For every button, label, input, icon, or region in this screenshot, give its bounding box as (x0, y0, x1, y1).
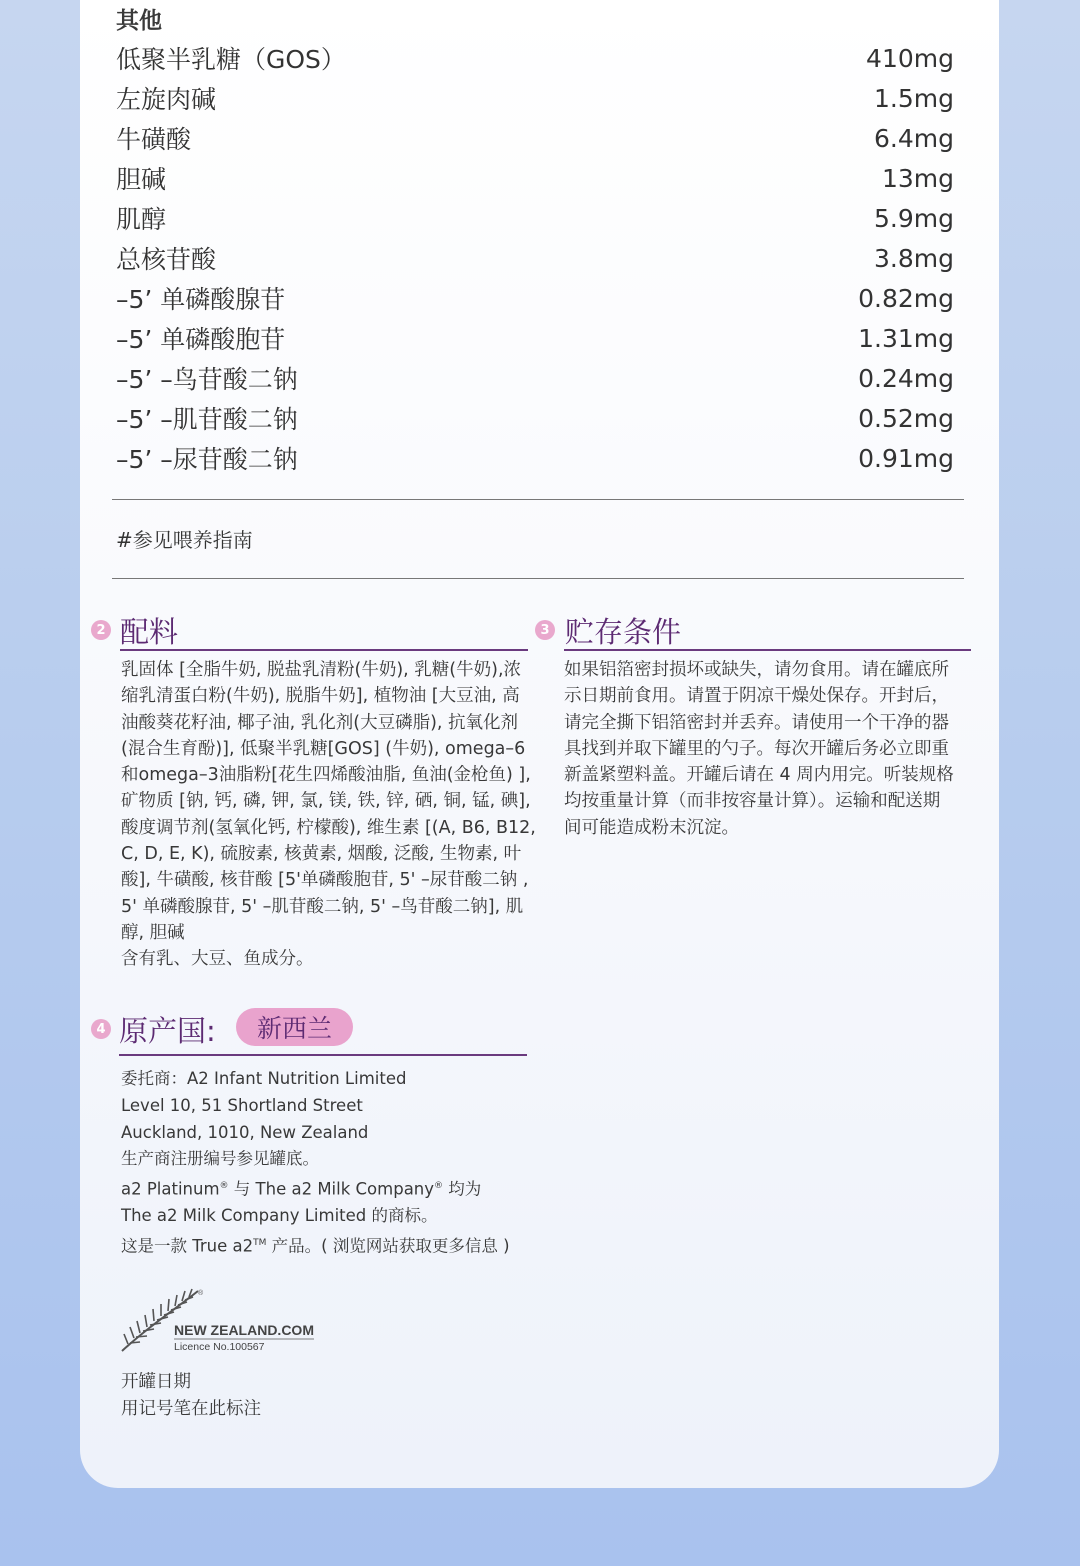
ingredients-line: 缩乳清蛋白粉(牛奶), 脱脂牛奶], 植物油 [大豆油, 高 (121, 686, 520, 707)
nutrient-value: 5.9mg (874, 203, 954, 233)
maker-line: Auckland, 1010, New Zealand (121, 1122, 369, 1142)
storage-text (564, 657, 976, 841)
allergen-line: 含有乳、大豆、鱼成分。 (121, 949, 314, 970)
nutrition-row (116, 238, 954, 278)
nutrient-name: 肌醇 (116, 205, 167, 234)
ingredients-title: 配料 (120, 615, 179, 649)
trademark-text: a2 Platinum (121, 1179, 220, 1199)
nutrition-row (116, 278, 954, 318)
nutrient-value: 0.82mg (858, 283, 954, 313)
ingredients-line: 和omega–3油脂粉[花生四烯酸油脂, 鱼油(金枪鱼) ], (121, 765, 531, 786)
section-underline (564, 649, 971, 651)
ingredients-line: 酸], 牛磺酸, 核苷酸 [5'单磷酸胞苷, 5' –尿苷酸二钠 , (121, 870, 529, 891)
ingredients-line: 乳固体 [全脂牛奶, 脱盐乳清粉(牛奶), 乳糖(牛奶),浓 (121, 660, 522, 680)
nutrient-value: 13mg (881, 163, 954, 193)
storage-line: 请完全撕下铝箔密封并丢弃。请使用一个干净的器 (564, 712, 949, 733)
nutrient-value: 0.52mg (858, 403, 954, 433)
maker-line: 委托商：A2 Infant Nutrition Limited (121, 1069, 407, 1088)
logo-registered-mark: ® (198, 1290, 204, 1297)
nutrition-row (116, 198, 954, 238)
new-zealand-fern-logo (118, 1287, 318, 1357)
divider (112, 578, 964, 579)
nutrition-row (116, 318, 954, 358)
trademark-line (121, 1173, 510, 1203)
nutrient-name: –5’ 单磷酸胞苷 (116, 325, 286, 354)
ingredients-text (121, 657, 536, 973)
nutrient-value: 1.5mg (874, 83, 954, 113)
nutrition-row (116, 438, 954, 478)
storage-line: 具找到并取下罐里的勺子。每次开罐后务必立即重 (564, 738, 949, 759)
nutrition-row (116, 38, 954, 78)
trademark-tm: TM (253, 1238, 267, 1249)
storage-title: 贮存条件 (565, 615, 682, 649)
nutrient-value: 410mg (866, 43, 954, 73)
nutrient-name: 胆碱 (116, 165, 167, 194)
storage-line: 如果铝箔密封损坏或缺失，请勿食用。请在罐底所 (564, 660, 949, 680)
nutrient-name: –5’ –鸟苷酸二钠 (116, 365, 298, 394)
trademark-text: 与 The a2 Milk Company (228, 1179, 435, 1199)
country-pill: 新西兰 (236, 1008, 353, 1046)
nutrient-name: –5’ 单磷酸腺苷 (116, 285, 286, 314)
nutrition-list (116, 38, 954, 478)
nutrition-row (116, 118, 954, 158)
section-underline (119, 1054, 527, 1056)
manufacturer-info (121, 1066, 510, 1261)
maker-line: 生产商注册编号参见罐底。 (121, 1149, 319, 1169)
registered-mark: ® (434, 1181, 444, 1192)
logo-licence: Licence No.100567 (174, 1341, 265, 1353)
nutrient-value: 1.31mg (858, 323, 954, 353)
nutrient-name: 左旋肉碱 (116, 85, 217, 114)
storage-line: 均按重量计算（而非按容量计算）。运输和配送期 (564, 791, 941, 812)
open-date-label: 开罐日期 (121, 1372, 191, 1392)
nutrient-value: 0.91mg (858, 443, 954, 473)
ingredients-line: 5' 单磷酸腺苷, 5' –肌苷酸二钠, 5' –鸟苷酸二钠], 肌 (121, 896, 524, 917)
storage-line: 间可能造成粉末沉淀。 (564, 817, 739, 838)
section-number-badge: 2 (91, 620, 111, 640)
ingredients-line: 矿物质 [钠, 钙, 磷, 钾, 氯, 镁, 铁, 锌, 硒, 铜, 锰, 碘], (121, 791, 531, 812)
open-date-note (121, 1369, 261, 1423)
true-a2-line (121, 1230, 510, 1260)
true-a2-text: 这是一款 True a2 (121, 1236, 254, 1256)
maker-line: Level 10, 51 Shortland Street (121, 1095, 363, 1115)
section-number-badge: 4 (91, 1019, 111, 1039)
trademark-text: 均为 (443, 1179, 482, 1199)
nutrient-name: 低聚半乳糖（GOS） (116, 45, 346, 74)
trademark-line: The a2 Milk Company Limited 的商标。 (121, 1206, 438, 1226)
registered-mark: ® (219, 1181, 229, 1192)
ingredients-line: 油酸葵花籽油, 椰子油, 乳化剂(大豆磷脂), 抗氧化剂 (121, 712, 519, 733)
storage-line: 新盖紧塑料盖。开罐后请在 4 周内用完。听装规格 (564, 765, 954, 786)
nutrient-name: 牛磺酸 (116, 125, 192, 154)
nutrient-name: –5’ –肌苷酸二钠 (116, 405, 298, 434)
origin-title: 原产国: (119, 1014, 216, 1048)
divider (112, 499, 964, 500)
nutrient-value: 0.24mg (858, 363, 954, 393)
section-underline (120, 649, 528, 651)
storage-line: 示日期前食用。请置于阴凉干燥处保存。开封后， (564, 686, 949, 707)
ingredients-line: (混合生育酚)], 低聚半乳糖[GOS] (牛奶), omega–6 (121, 738, 526, 759)
nutrition-row (116, 358, 954, 398)
open-date-instruction: 用记号笔在此标注 (121, 1399, 261, 1419)
nutrition-row (116, 398, 954, 438)
true-a2-text: 产品。( 浏览网站获取更多信息 ) (266, 1236, 510, 1256)
nutrition-heading: 其他 (116, 8, 162, 34)
ingredients-line: 酸度调节剂(氢氧化钙, 柠檬酸), 维生素 [(A, B6, B12, (121, 817, 536, 838)
logo-wordmark: NEW ZEALAND.COM (174, 1322, 314, 1338)
nutrition-row (116, 78, 954, 118)
ingredients-line: C, D, E, K), 硫胺素, 核黄素, 烟酸, 泛酸, 生物素, 叶 (121, 844, 522, 865)
nutrient-name: 总核苷酸 (116, 245, 217, 274)
feeding-guide-note: #参见喂养指南 (116, 528, 253, 552)
nutrition-row (116, 158, 954, 198)
nutrient-value: 3.8mg (874, 243, 954, 273)
ingredients-line: 醇, 胆碱 (121, 922, 185, 943)
nutrient-name: –5’ –尿苷酸二钠 (116, 445, 298, 474)
nutrient-value: 6.4mg (874, 123, 954, 153)
section-number-badge: 3 (535, 620, 555, 640)
